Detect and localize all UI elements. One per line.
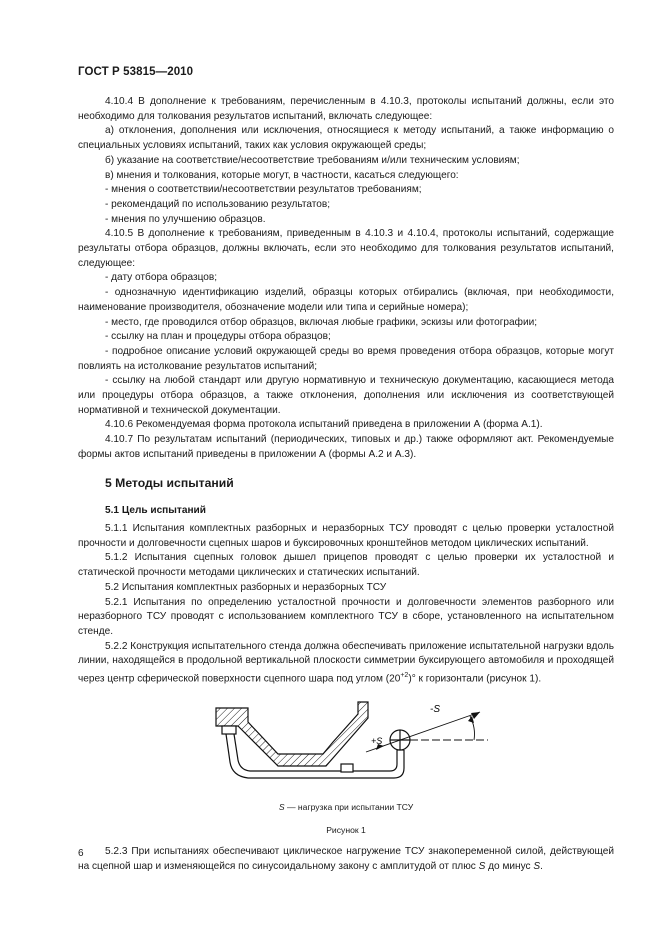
list-item-dash: - рекомендаций по использованию результатов; bbox=[105, 198, 331, 210]
superscript: +2 bbox=[400, 672, 409, 680]
list-item-dash: - однозначную идентификацию изделий, образцы которых отбирались (включая, при необходимости, наименование производителя, обозначение модели или типа и серийные номера); bbox=[78, 287, 614, 313]
list-item-dash: - ссылку на план и процедуры отбора образцов; bbox=[105, 331, 331, 343]
paragraph-text: . bbox=[540, 860, 543, 872]
list-item-dash: - дату отбора образцов; bbox=[105, 272, 218, 284]
paragraph-4-10-6: 4.10.6 Рекомендуемая форма протокола испытаний приведена в приложении А (форма А.1). bbox=[105, 419, 543, 431]
label-plus-s: +S bbox=[371, 736, 383, 747]
figure-caption: Рисунок 1 bbox=[326, 825, 366, 836]
label-minus-s: -S bbox=[430, 704, 440, 716]
paragraph-5-2-1: 5.2.1 Испытания по определению усталостной прочности и долговечности элементов разборного или неразборного ТСУ проводят с использованием комплектного ТСУ в сборе, установленного на испытательном стенде. bbox=[78, 596, 614, 637]
figure-note bbox=[78, 800, 614, 815]
paragraph-4-10-7: 4.10.7 По результатам испытаний (периодических, типовых и др.) также оформляют акт. Рекомендуемые формы актов испытаний приведены в приложении А (формы А.2 и А.3). bbox=[78, 434, 614, 460]
tow-hitch-diagram bbox=[208, 692, 498, 792]
paragraph-5-2: 5.2 Испытания комплектных разборных и неразборных ТСУ bbox=[105, 581, 387, 593]
list-item-dash: - мнения по улучшению образцов. bbox=[105, 213, 266, 225]
paragraph-text: )° к горизонтали (рисунок 1). bbox=[408, 673, 542, 685]
note-text: — нагрузка при испытании ТСУ bbox=[284, 802, 414, 813]
body-text bbox=[78, 95, 614, 874]
figure-1 bbox=[78, 692, 614, 837]
paragraph-text: 5.2.3 При испытаниях обеспечивают циклическое нагружение ТСУ знакопеременной силой, действующей на сцепной шар и изменяющейся по синусоидальному закону с амплитудой от плюс bbox=[78, 846, 614, 872]
list-item-dash: - мнения о соответствии/несоответствии результатов требованиям; bbox=[105, 184, 422, 196]
list-item-dash: - подробное описание условий окружающей среды во время проведения отбора образцов, которые могут повлиять на истолкование результатов испытаний; bbox=[78, 345, 614, 372]
section-heading: 5 Методы испытаний bbox=[105, 475, 234, 490]
paragraph-text: 5.2.2 Конструкция испытательного стенда должна обеспечивать приложение испытательной нагрузки вдоль линии, находящейся в продольной вертикальной плоскости симметрии буксирующего автомобиля и проходящей через центр сферической поверхности сцепного шара под углом (20 bbox=[78, 640, 614, 685]
paragraph-5-1-2: 5.1.2 Испытания сцепных головок дышел прицепов проводят с целью проверки их усталостной и статической прочности методами циклических и статических испытаний. bbox=[78, 552, 614, 579]
paragraph-4-10-4: 4.10.4 В дополнение к требованиям, перечисленным в 4.10.3, протоколы испытаний должны, если это необходимо для толкования результатов испытаний, включать следующее: bbox=[78, 96, 614, 122]
paragraph-text: до минус bbox=[485, 860, 534, 872]
list-item-b: б) указание на соответствие/несоответствие требованиям и/или техническим условиям; bbox=[105, 154, 520, 166]
document-header: ГОСТ Р 53815—2010 bbox=[78, 66, 194, 78]
page-number: 6 bbox=[78, 848, 84, 859]
list-item-dash: - ссылку на любой стандарт или другую нормативную и техническую документацию, касающиеся метода или процедуры отбора образцов, а также отклонения, дополнения или исключения из соответствующей нормативной и технической документации. bbox=[78, 375, 614, 416]
list-item-a: а) отклонения, дополнения или исключения, относящиеся к методу испытаний, а также информацию о специальных условиях испытаний, таких как условия окружающей среды; bbox=[78, 125, 614, 152]
subsection-heading: 5.1 Цель испытаний bbox=[105, 505, 206, 517]
load-symbol: S bbox=[278, 802, 285, 813]
list-item-dash: - место, где проводился отбор образцов, включая любые графики, эскизы или фотографии; bbox=[105, 316, 538, 328]
paragraph-5-2-2 bbox=[78, 640, 614, 687]
paragraph-5-1-1: 5.1.1 Испытания комплектных разборных и неразборных ТСУ проводят с целью проверки усталостной прочности и долговечности сцепных шаров и буксировочных кронштейнов методом циклических испытаний. bbox=[78, 522, 614, 549]
load-symbol: S bbox=[478, 860, 486, 872]
paragraph-4-10-5: 4.10.5 В дополнение к требованиям, приведенным в 4.10.3 и 4.10.4, протоколы испытаний, содержащие результаты отбора образцов, должны включать, если это необходимо для толкования результатов испытаний, следующее: bbox=[78, 228, 614, 269]
list-item-v: в) мнения и толкования, которые могут, в частности, касаться следующего: bbox=[105, 169, 459, 181]
paragraph-5-2-3 bbox=[78, 845, 614, 874]
load-symbol: S bbox=[533, 860, 541, 872]
